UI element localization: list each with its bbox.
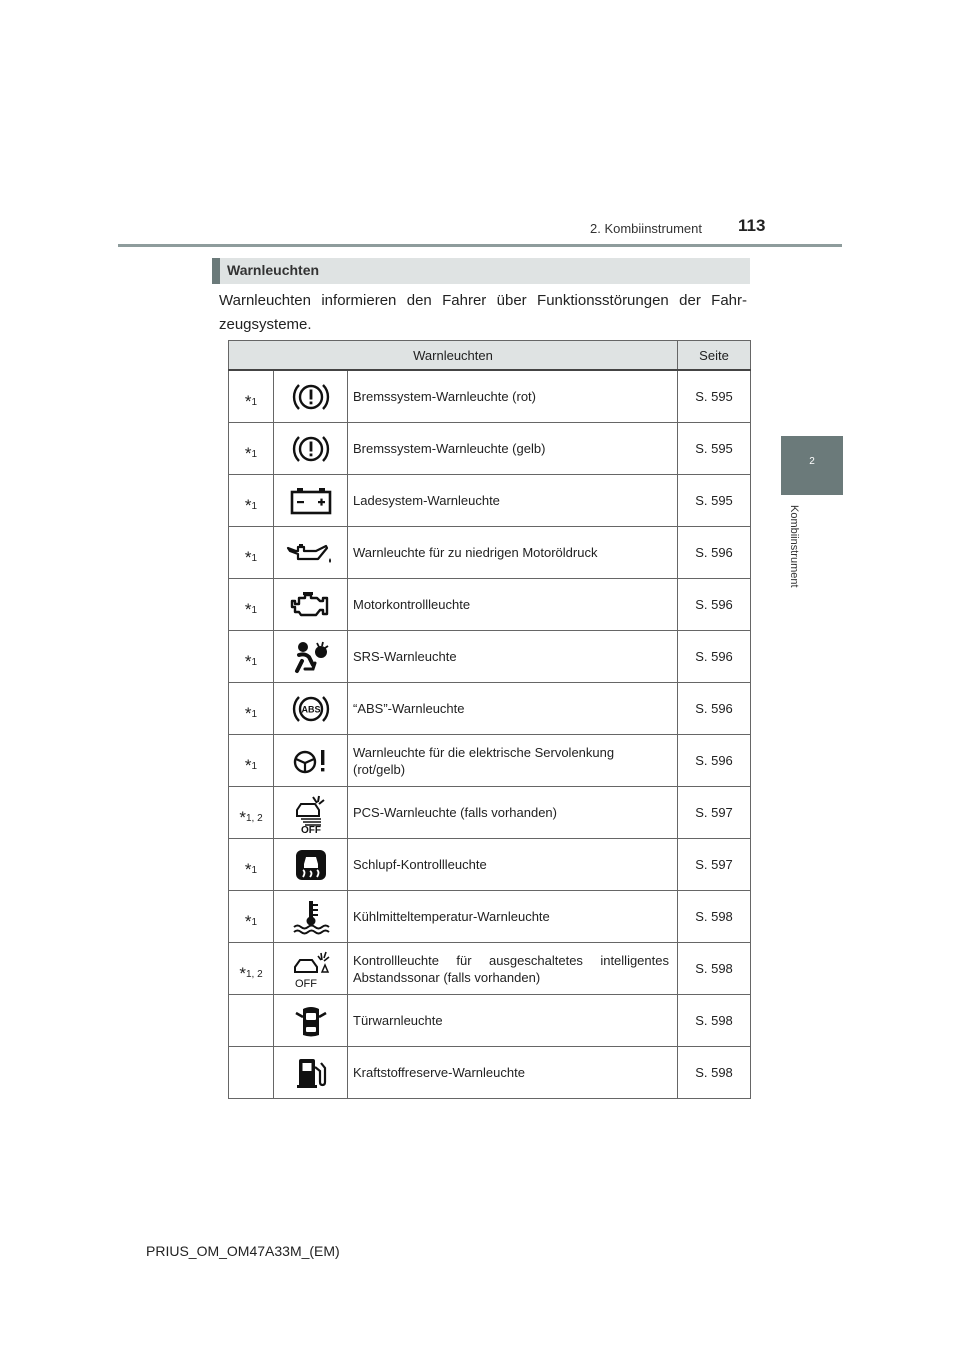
footnote-star: * (244, 444, 252, 463)
footnote-star: * (244, 392, 252, 411)
page-reference: S. 598 (678, 995, 751, 1047)
coolant-temp-icon (291, 898, 331, 936)
icon-cell (274, 423, 348, 475)
brake-warning-icon (291, 431, 331, 467)
icon-cell (274, 787, 348, 839)
table-row (229, 423, 751, 475)
icon-cell (274, 370, 348, 423)
icon-cell (274, 995, 348, 1047)
icon-cell (274, 839, 348, 891)
table-row (229, 995, 751, 1047)
column-header-page: Seite (678, 341, 751, 371)
description-cell: SRS-Warnleuchte (348, 631, 678, 683)
footnote-cell (229, 683, 274, 735)
table-row (229, 579, 751, 631)
icon-cell (274, 527, 348, 579)
description-cell: Türwarnleuchte (348, 995, 678, 1047)
description-cell: Warnleuchte für zu niedrigen Motoröldruck (348, 527, 678, 579)
description-cell: Motorkontrollleuchte (348, 579, 678, 631)
skid-icon (294, 848, 328, 882)
battery-icon (289, 486, 333, 516)
abs-icon-text: ABS (300, 704, 321, 714)
sonar-off-icon (291, 948, 331, 990)
description-cell: Kühlmitteltemperatur-Warnleuchte (348, 891, 678, 943)
table-row (229, 370, 751, 423)
footnote-cell (229, 527, 274, 579)
footnote-star: * (244, 496, 252, 515)
page-reference: S. 595 (678, 423, 751, 475)
table-row (229, 787, 751, 839)
footnote-cell (229, 1047, 274, 1099)
description-cell: Warnleuchte für die elektrische Servolenkung (rot/gelb) (348, 735, 678, 787)
footnote-star: * (244, 912, 252, 931)
warning-lights-table (228, 340, 751, 1099)
abs-icon (291, 691, 331, 727)
icon-cell (274, 943, 348, 995)
footnote-cell (229, 839, 274, 891)
footnote-cell (229, 995, 274, 1047)
footnote-star: * (244, 548, 252, 567)
section-heading (212, 258, 750, 284)
page-reference: S. 595 (678, 475, 751, 527)
column-header-lights: Warnleuchten (229, 341, 678, 371)
footnote-cell (229, 631, 274, 683)
footnote-star: * (244, 652, 252, 671)
chapter-tab (781, 436, 843, 495)
footnote-star: * (239, 964, 246, 983)
footnote-number: 1 (251, 657, 258, 668)
footnote-star: * (244, 704, 252, 723)
chapter-tab-label: Kombiinstrument (788, 505, 800, 588)
page-reference: S. 596 (678, 735, 751, 787)
description-cell: Bremssystem-Warnleuchte (rot) (348, 370, 678, 423)
page-reference: S. 596 (678, 683, 751, 735)
page-reference: S. 598 (678, 943, 751, 995)
table-row (229, 475, 751, 527)
footnote-number: 1 (251, 553, 258, 564)
icon-cell (274, 1047, 348, 1099)
footnote-number: 1 (251, 709, 258, 720)
description-cell: Kraftstoffreserve-Warnleuchte (348, 1047, 678, 1099)
brake-warning-icon (291, 379, 331, 415)
fuel-icon (295, 1055, 327, 1091)
table-row (229, 735, 751, 787)
section-title: Warnleuchten (227, 262, 320, 278)
table-header-row (229, 341, 751, 371)
footnote-cell (229, 735, 274, 787)
footnote-cell (229, 423, 274, 475)
footnote-star: * (244, 860, 252, 879)
chapter-tab-number: 2 (809, 456, 815, 467)
sonar-off-text: OFF (294, 977, 317, 990)
page-reference: S. 595 (678, 370, 751, 423)
icon-cell (274, 631, 348, 683)
document-code: PRIUS_OM_OM47A33M_(EM) (146, 1243, 340, 1259)
icon-cell (274, 475, 348, 527)
table-row (229, 943, 751, 995)
description-cell: Schlupf-Kontrollleuchte (348, 839, 678, 891)
table-row (229, 527, 751, 579)
footnote-cell (229, 891, 274, 943)
footnote-cell (229, 370, 274, 423)
page-reference: S. 597 (678, 787, 751, 839)
footnote-cell (229, 475, 274, 527)
page-reference: S. 596 (678, 579, 751, 631)
running-header-section: 2. Kombiinstrument (590, 221, 702, 236)
footnote-star: * (244, 756, 252, 775)
description-cell: “ABS”-Warnleuchte (348, 683, 678, 735)
oil-can-icon (286, 539, 336, 567)
icon-cell (274, 683, 348, 735)
page-number: 113 (738, 216, 766, 235)
description-cell: Ladesystem-Warnleuchte (348, 475, 678, 527)
footnote-number: 1 (251, 501, 258, 512)
description-cell: PCS-Warnleuchte (falls vorhanden) (348, 787, 678, 839)
icon-cell (274, 579, 348, 631)
icon-cell (274, 735, 348, 787)
footnote-number: 1 (251, 449, 258, 460)
footnote-number: 1, 2 (245, 969, 263, 980)
door-open-icon (293, 1003, 329, 1039)
page-reference: S. 598 (678, 1047, 751, 1099)
footnote-number: 1 (251, 397, 258, 408)
footnote-star: * (244, 600, 252, 619)
footnote-number: 1 (251, 917, 258, 928)
page-reference: S. 597 (678, 839, 751, 891)
engine-icon (289, 589, 333, 621)
intro-paragraph: Warnleuchten informieren den Fahrer über Funktionsstörungen der Fahr-zeugsysteme. (219, 292, 747, 333)
pcs-off-icon (291, 792, 331, 834)
description-cell: Bremssystem-Warnleuchte (gelb) (348, 423, 678, 475)
header-rule (118, 244, 842, 247)
pcs-off-text: OFF (300, 824, 321, 834)
airbag-icon (291, 639, 331, 675)
footnote-number: 1 (251, 761, 258, 772)
table-row (229, 839, 751, 891)
steering-warning-icon (291, 746, 331, 776)
footnote-number: 1 (251, 865, 258, 876)
page-reference: S. 596 (678, 631, 751, 683)
page-reference: S. 598 (678, 891, 751, 943)
table-row (229, 631, 751, 683)
footnote-number: 1 (251, 605, 258, 616)
footnote-number: 1, 2 (245, 813, 263, 824)
footnote-cell (229, 943, 274, 995)
page-reference: S. 596 (678, 527, 751, 579)
description-cell: Kontrollleuchte für ausgeschaltetes intelligentes Abstandssonar (falls vorhanden) (348, 943, 678, 995)
table-row (229, 1047, 751, 1099)
footnote-star: * (239, 808, 246, 827)
footnote-cell (229, 579, 274, 631)
icon-cell (274, 891, 348, 943)
table-row (229, 683, 751, 735)
footnote-cell (229, 787, 274, 839)
table-row (229, 891, 751, 943)
